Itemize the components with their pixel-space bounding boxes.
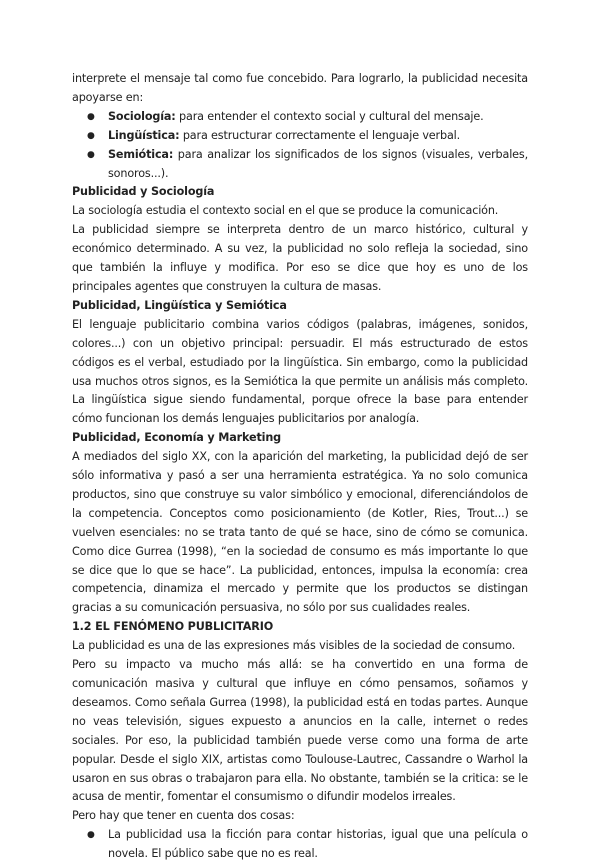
intro-paragraph: interprete el mensaje tal como fue concebido. Para lograrlo, la publicidad necesita apoyarse en: <box>72 72 528 104</box>
list-item-text: para estructurar correctamente el lenguaje verbal. <box>179 128 461 142</box>
fenomeno-paragraph-1: La publicidad es una de las expresiones más visibles de la sociedad de consumo. <box>72 639 516 653</box>
heading-economy: Publicidad, Economía y Marketing <box>72 431 282 445</box>
list-item <box>72 108 528 127</box>
economy-paragraph: A mediados del siglo XX, con la aparición del marketing, la publicidad dejó de ser sólo informativa y pasó a ser una herramienta estratégica. Ya no solo comunica productos, sino que construye su valor simbólico y emocional, diferenciándolos de la competencia. Conceptos como posicionamiento (de Kotler, Ries, Trout...) se vuelven esenciales: no se trata tanto de qué se hace, sino de cómo se comunica. Como dice Gurrea (1998), “en la sociedad de consumo es más importante lo que se dice que lo que se hace”. La publicidad, entonces, impulsa la economía: crea competencia, dinamiza el mercado y permite que los productos se distingan gracias a su comunicación persuasiva, no sólo por sus cualidades reales. <box>72 450 528 615</box>
disciplines-list <box>72 108 528 184</box>
list-item <box>72 127 528 146</box>
sociology-paragraph-1: La sociología estudia el contexto social en el que se produce la comunicación. <box>72 204 499 218</box>
list-item-text: para analizar los significados de los signos (visuales, verbales, sonoros...). <box>108 147 528 180</box>
list-item-term: Sociología: <box>108 109 176 123</box>
list-item-term: Lingüística: <box>108 128 180 142</box>
list-item <box>72 826 528 864</box>
list-item-text: La publicidad usa la ficción para contar historias, igual que una película o novela. El público sabe que no es real. <box>108 828 528 861</box>
list-item-text: para entender el contexto social y cultural del mensaje. <box>175 109 484 123</box>
linguistics-paragraph: El lenguaje publicitario combina varios códigos (palabras, imágenes, sonidos, colores...) con un objetivo principal: persuadir. El más estructurado de estos códigos es el verbal, estudiado por la lingüística. Sin embargo, como la publicidad usa muchos otros signos, es la Semiótica la que permite un análisis más completo. La lingüística sigue siendo fundamental, porque ofrece la base para entender cómo funcionan los demás lenguajes publicitarios por analogía. <box>72 317 528 426</box>
fenomeno-paragraph-2: Pero su impacto va mucho más allá: se ha convertido en una forma de comunicación masiva y cultural que influye en cómo pensamos, soñamos y deseamos. Como señala Gurrea (1998), la publicidad está en todas partes. Aunque no veas televisión, sigues expuesto a anuncios en la calle, internet o redes sociales. Por eso, la publicidad también puede verse como una forma de arte popular. Desde el siglo XIX, artistas como Toulouse-Lautrec, Cassandre o Warhol la usaron en sus obras o trabajaron para ella. No obstante, también se la critica: se le acusa de mentir, fomentar el consumismo o difundir modelos irreales. <box>72 658 528 804</box>
considerations-list <box>72 826 528 864</box>
list-item <box>72 146 528 184</box>
sociology-paragraph-2: La publicidad siempre se interpreta dentro de un marco histórico, cultural y económico determinado. A su vez, la publicidad no solo refleja la sociedad, sino que también la influye y modifica. Por eso se dice que hoy es uno de los principales agentes que construyen la cultura de masas. <box>72 223 528 293</box>
section-heading-fenomeno: 1.2 EL FENÓMENO PUBLICITARIO <box>72 620 274 634</box>
list-item-term: Semiótica: <box>108 147 174 161</box>
heading-linguistics: Publicidad, Lingüística y Semiótica <box>72 298 287 312</box>
heading-sociology: Publicidad y Sociología <box>72 185 215 199</box>
fenomeno-paragraph-3: Pero hay que tener en cuenta dos cosas: <box>72 809 295 823</box>
